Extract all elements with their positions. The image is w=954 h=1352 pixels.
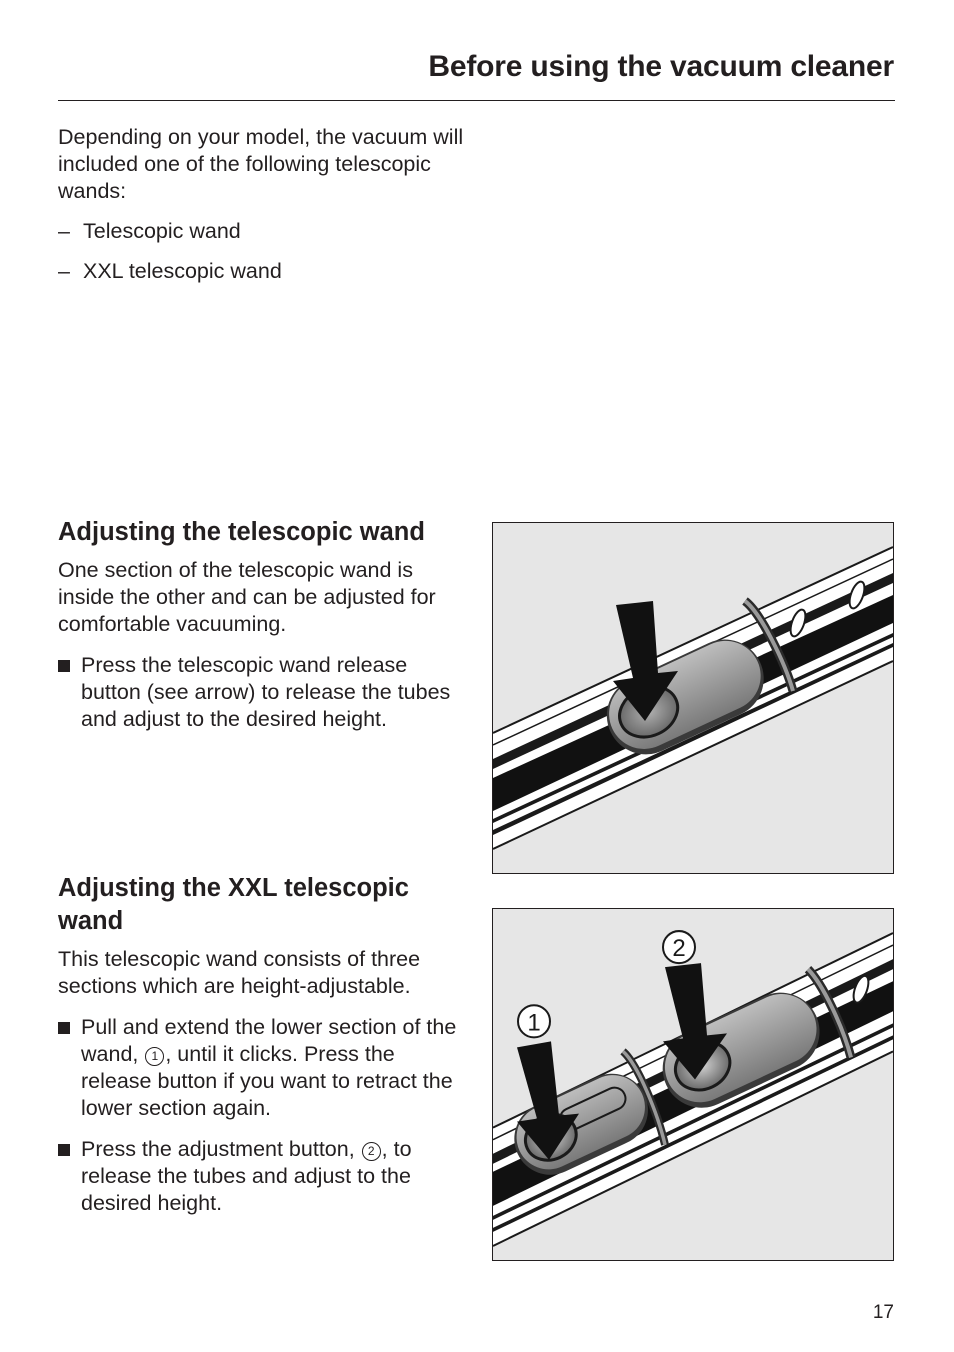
instruction-text-after: , until it clicks. Press the release button if you want to retract the lower section again. xyxy=(81,1042,453,1120)
instruction-item xyxy=(58,652,468,733)
section-heading: Adjusting the telescopic wand xyxy=(58,518,425,546)
section-body: One section of the telescopic wand is inside the other and can be adjusted for comfortable vacuuming. xyxy=(58,558,436,636)
wand-type-list xyxy=(58,218,468,285)
instruction-text-after: , to release the tubes and adjust to the desired height. xyxy=(81,1137,412,1215)
square-bullet-icon xyxy=(58,660,70,672)
section-body: This telescopic wand consists of three sections which are height-adjustable. xyxy=(58,947,421,998)
callout-2-label: 2 xyxy=(672,935,686,963)
instruction-list xyxy=(58,652,468,733)
section-heading: Adjusting the XXL telescopic wand xyxy=(58,874,409,935)
intro-text: Depending on your model, the vacuum will included one of the following telescopic wands: xyxy=(58,125,464,203)
list-item-label: XXL telescopic wand xyxy=(83,259,282,283)
list-item xyxy=(58,258,468,285)
instruction-text-before: Pull and extend the lower section of the wand, xyxy=(81,1015,457,1066)
telescopic-wand-drawing xyxy=(493,523,893,873)
section-telescopic-wand xyxy=(58,516,468,733)
callout-1-label: 1 xyxy=(527,1009,541,1037)
list-item-label: Telescopic wand xyxy=(83,219,241,243)
xxl-telescopic-wand-illustration xyxy=(492,908,894,1261)
instruction-text: Press the telescopic wand release button (see arrow) to release the tubes and adjust to the desired height. xyxy=(81,653,451,731)
section-xxl-wand xyxy=(58,872,468,1217)
dash-marker: – xyxy=(58,219,70,243)
instruction-item xyxy=(58,1014,468,1122)
page-title: Before using the vacuum cleaner xyxy=(428,50,894,83)
title-rule xyxy=(58,100,895,101)
dash-marker: – xyxy=(58,259,70,283)
circled-number-2: 2 xyxy=(362,1142,381,1161)
square-bullet-icon xyxy=(58,1144,70,1156)
square-bullet-icon xyxy=(58,1022,70,1034)
circled-number-1: 1 xyxy=(145,1047,164,1066)
instruction-list xyxy=(58,1014,468,1217)
instruction-item xyxy=(58,1136,468,1217)
instruction-text-before: Press the adjustment button, xyxy=(81,1137,361,1161)
xxl-wand-drawing xyxy=(493,909,893,1260)
callout-1 xyxy=(518,1005,550,1037)
page-number: 17 xyxy=(872,1302,894,1323)
telescopic-wand-illustration xyxy=(492,522,894,874)
list-item xyxy=(58,218,468,245)
callout-2 xyxy=(663,931,695,963)
intro-section xyxy=(58,124,468,285)
